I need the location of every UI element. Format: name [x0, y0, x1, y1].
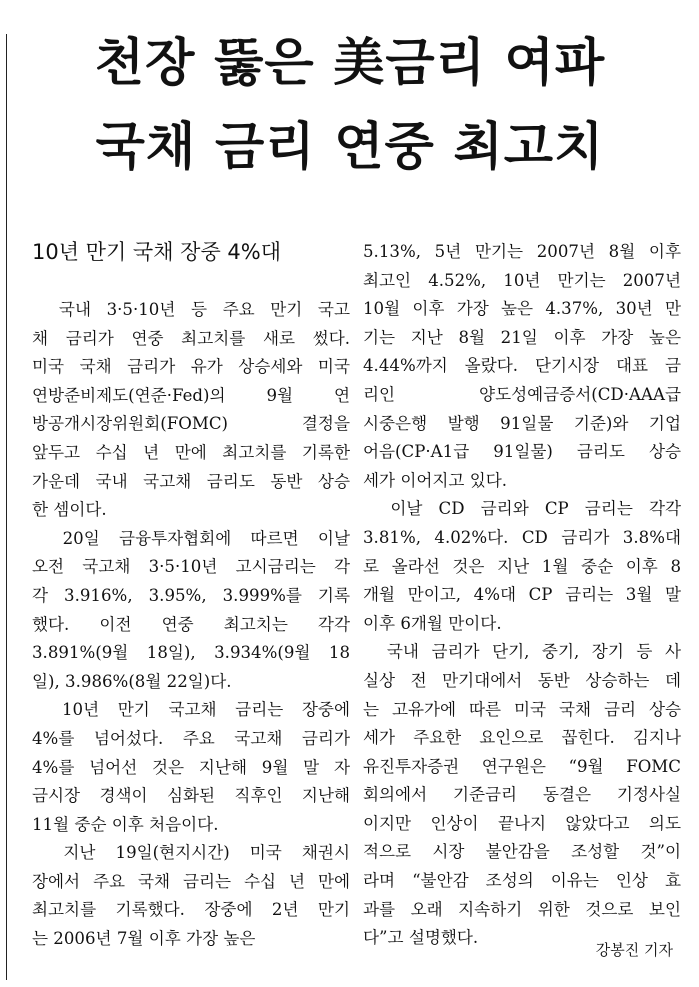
text-line: 금시장 경색이 심화된 직후인 지난해	[32, 786, 350, 806]
text-line: 로 올라선 것은 지난 1월 중순 이후 8	[363, 556, 681, 576]
text-line: 한 셈이다.	[32, 500, 107, 520]
text-line: 이지만 인상이 끝나지 않았다고 의도	[363, 813, 681, 833]
text-line: 각 3.916%, 3.95%, 3.999%를 기록	[32, 585, 350, 605]
text-line: 최고치를 기록했다. 장중에 2년 만기	[32, 900, 350, 920]
text-line: 장에서 주요 국채 금리는 수십 년 만에	[32, 871, 350, 891]
text-line: 국내 3·5·10년 등 주요 만기 국고	[32, 300, 350, 319]
byline: 강봉진 기자	[595, 941, 673, 959]
text-line: 오전 국고채 3·5·10년 고시금리는 각	[32, 557, 350, 577]
article-column-right	[363, 238, 681, 953]
text-line: 20일 금융투자협회에 따르면 이날	[32, 528, 350, 548]
text-line: 시중은행 발행 91일물 기준)와 기업	[363, 413, 681, 433]
article-column-left	[32, 296, 350, 954]
text-line: 했다. 이전 연중 최고치는 각각	[32, 614, 350, 634]
text-line: 10월 이후 가장 높은 4.37%, 30년 만	[363, 299, 681, 319]
text-line: 이후 6개월 만이다.	[363, 613, 502, 633]
text-line: 다”고 설명했다.	[363, 928, 479, 948]
text-line: 채 금리가 연중 최고치를 새로 썼다.	[32, 328, 350, 348]
text-line: 미국 국채 금리가 유가 상승세와 미국	[32, 357, 350, 377]
text-line: 3.81%, 4.02%다. CD 금리가 3.8%대	[363, 527, 681, 547]
text-line: 지난 19일(현지시간) 미국 채권시	[32, 843, 350, 863]
text-line: 적으로 시장 불안감을 조성할 것”이	[363, 842, 681, 862]
text-line: 리인 양도성예금증서(CD·AAA급	[363, 384, 681, 404]
text-line: 어음(CP·A1급 91일물) 금리도 상승	[363, 442, 681, 462]
text-line: 일), 3.986%(8월 22일)다.	[32, 671, 232, 691]
text-line: 는 고유가에 따른 미국 국채 금리 상승	[363, 699, 681, 719]
text-line: 기는 지난 8월 21일 이후 가장 높은	[363, 327, 681, 347]
text-line: 10년 만기 국고채 금리는 장중에	[32, 700, 350, 720]
text-line: 방공개시장위원회(FOMC) 결정을	[32, 414, 350, 434]
text-line: 이날 CD 금리와 CP 금리는 각각	[363, 499, 681, 519]
headline-line-1: 천장 뚫은 美금리 여파	[94, 34, 606, 93]
column-rule	[6, 34, 7, 980]
headline-line-2: 국채 금리 연중 최고치	[95, 118, 605, 177]
text-line: 4%를 넘어선 것은 지난해 9월 말 자	[32, 757, 350, 777]
text-line: 는 2006년 7월 이후 가장 높은	[32, 929, 256, 949]
text-line: 회의에서 기준금리 동결은 기정사실	[363, 785, 681, 805]
text-line: 11월 중순 이후 처음이다.	[32, 814, 219, 834]
text-line: 유진투자증권 연구원은 “9월 FOMC	[363, 756, 681, 776]
text-line: 개월 만이고, 4%대 CP 금리는 3월 말	[363, 585, 681, 605]
subheading: 10년 만기 국채 장중 4%대	[32, 240, 282, 264]
text-line: 세가 주요한 요인으로 꼽힌다. 김지나	[363, 728, 681, 748]
text-line: 연방준비제도(연준·Fed)의 9월 연	[32, 385, 350, 405]
text-line: 과를 오래 지속하기 위한 것으로 보인	[363, 899, 681, 919]
text-line: 4.44%까지 올랐다. 단기시장 대표 금	[363, 356, 681, 376]
text-line: 라며 “불안감 조성의 이유는 인상 효	[363, 871, 681, 891]
text-line: 5.13%, 5년 만기는 2007년 8월 이후	[363, 242, 681, 261]
text-line: 최고인 4.52%, 10년 만기는 2007년	[363, 270, 681, 290]
text-line: 가운데 국내 국고채 금리도 동반 상승	[32, 471, 350, 491]
text-line: 세가 이어지고 있다.	[363, 470, 508, 490]
text-line: 3.891%(9월 18일), 3.934%(9월 18	[32, 643, 350, 663]
text-line: 실상 전 만기대에서 동반 상승하는 데	[363, 670, 681, 690]
text-line: 앞두고 수십 년 만에 최고치를 기록한	[32, 442, 350, 462]
text-line: 국내 금리가 단기, 중기, 장기 등 사	[363, 642, 681, 662]
text-line: 4%를 넘어섰다. 주요 국고채 금리가	[32, 728, 350, 748]
